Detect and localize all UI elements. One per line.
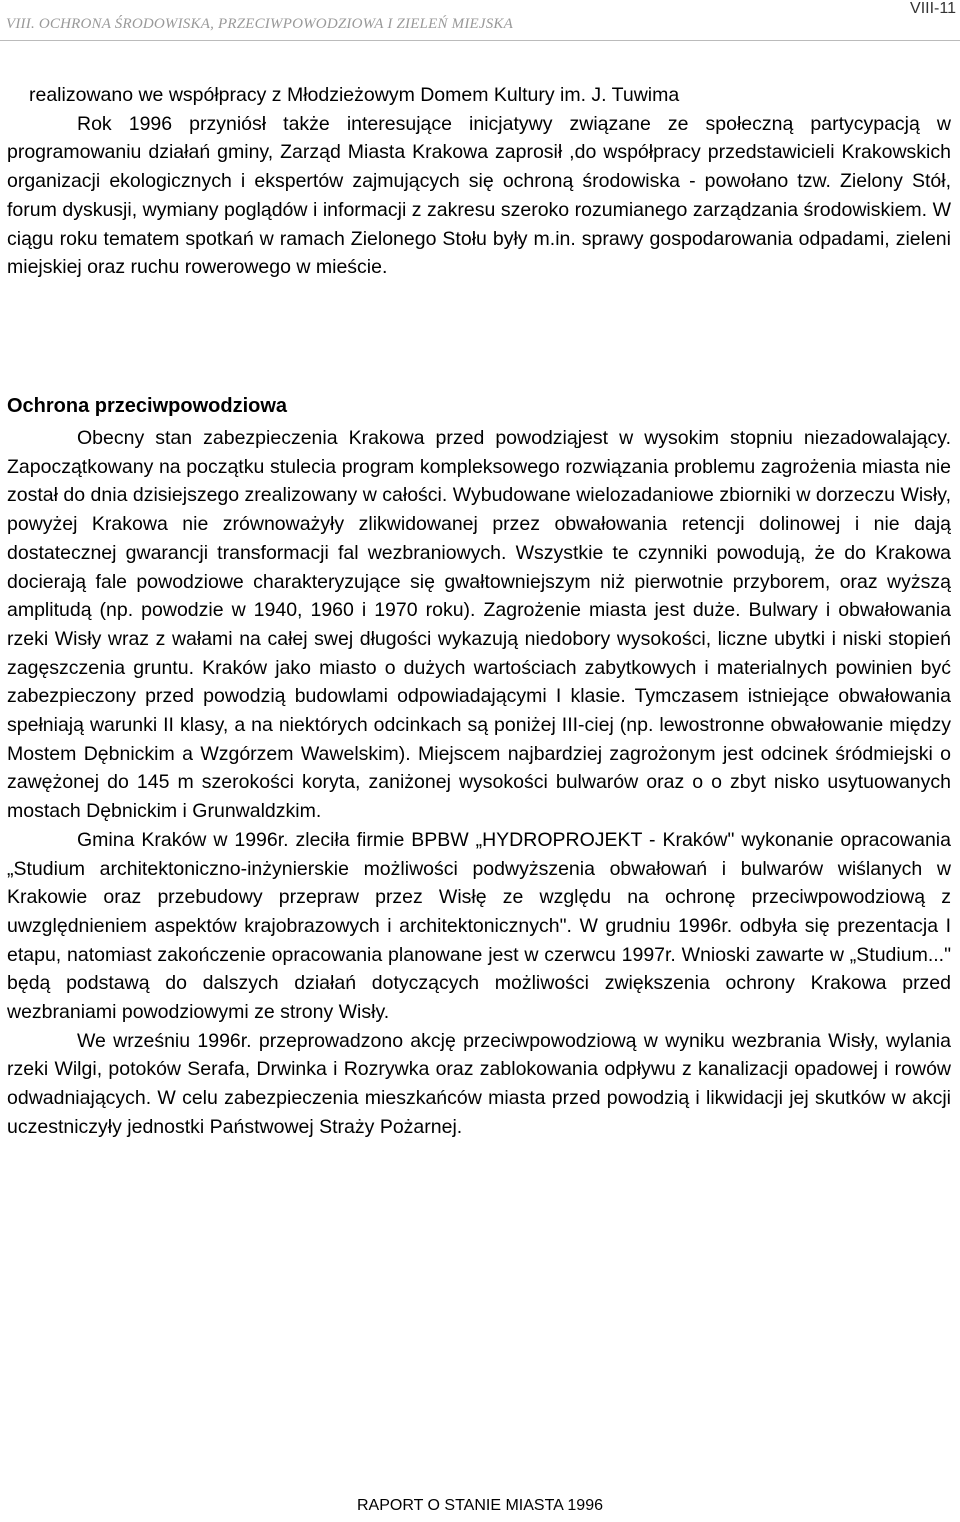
section-text-block [7, 424, 951, 1142]
paragraph-flood-protection-state: Obecny stan zabezpieczenia Krakowa przed powodziąjest w wysokim stopniu niezadowalający. Zapoczątkowany na początku stulecia program kompleksowego rozwiązania problemu zagrożenia miasta nie został do dnia dzisiejszego zrealizowany w całości. Wybudowane wielozadaniowe zbiorniki w dorzeczu Wisły, powyżej Krakowa nie zrównoważyły zlikwidowanej przez obwałowania retencji dolinowej i nie dają dostatecznej gwarancji transformacji fal wezbraniowych. Wszystkie te czynniki powodują, że do Krakowa docierają fale powodziowe charakteryzujące się gwałtowniejszym niż pierwotnie przyborem, oraz wyższą amplitudą (np. powodzie w 1940, 1960 i 1970 roku). Zagrożenie miasta jest duże. Bulwary i obwałowania rzeki Wisły wraz z wałami na całej swej długości wykazują niedobory wysokości, liczne ubytki i niski stopień zagęszczenia gruntu. Kraków jako miasto o dużych wartościach zabytkowych i materialnych powinien być zabezpieczony przed powodzią budowlami odpowiadającymi I klasie. Tymczasem istniejące obwałowania spełniają warunki II klasy, a na niektórych odcinkach są poniżej III-ciej (np. lewostronne obwałowanie między Mostem Dębnickim a Wzgórzem Wawelskim). Miejscem najbardziej zagrożonym jest odcinek śródmiejski o zawężonej do 145 m szerokości koryta, zaniżonej wysokości bulwarów oraz o o zbyt nisko usytuowanych mostach Dębnickim i Grunwaldzkim. [7, 427, 951, 823]
header-rule [0, 40, 960, 41]
running-footer [0, 1497, 960, 1515]
section-heading: Ochrona przeciwpowodziowa [7, 395, 288, 417]
paragraph-social-participation: Rok 1996 przyniósł także interesujące inicjatywy związane ze społeczną partycypacją w programowaniu działań gminy, Zarząd Miasta Krakowa zaprosił ,do współpracy przedstawicieli Krakowskich organizacji ekologicznych i ekspertów zajmujących się ochroną środowiska - powołano tzw. Zielony Stół, forum dyskusji, wymiany poglądów i informacji z zakresu szeroko rozumianego zarządzania środowiskiem. W ciągu roku tematem spotkań w ramach Zielonego Stołu były m.in. sprawy gospodarowania odpadami, zieleni miejskiej oraz ruchu rowerowego w mieście. [7, 112, 951, 279]
intro-text-block [7, 81, 951, 282]
page-number: VIII-11 [910, 0, 956, 17]
paragraph-flood-action: We wrześniu 1996r. przeprowadzono akcję przeciwpowodziową w wyniku wezbrania Wisły, wylania rzeki Wilgi, potoków Serafa, Drwinka i Rozrywka oraz zablokowania odpływu z kanalizacji opadowej i rowów odwadniających. W celu zabezpieczenia mieszkańców miasta przed powodzią i likwidacji jej skutków w akcji uczestniczyły jednostki Państwowej Straży Pożarnej. [7, 1029, 951, 1138]
continuation-line: realizowano we współpracy z Młodzieżowym Domem Kultury im. J. Tuwima [29, 84, 680, 106]
report-title: RAPORT O STANIE MIASTA 1996 [356, 1497, 603, 1514]
running-header: VIII. OCHRONA ŚRODOWISKA, PRZECIWPOWODZIOWA I ZIELEŃ MIEJSKA [6, 16, 513, 32]
paragraph-hydroprojekt-study: Gmina Kraków w 1996r. zleciła firmie BPBW „HYDROPROJEKT - Kraków" wykonanie opracowania „Studium architektoniczno-inżynierskie możliwości podwyższenia obwałowań i bulwarów wiślanych w Krakowie oraz przebudowy przepraw przez Wisłę ze względu na ochronę przeciwpowodziową z uwzględnieniem aspektów krajobrazowych i architektonicznych". W grudniu 1996r. odbyła się prezentacja I etapu, natomiast zakończenie opracowania planowane jest w czerwcu 1997r. Wnioski zawarte w „Studium..." będą podstawą do dalszych działań dotyczących możliwości zwiększenia ochrony Krakowa przed wezbraniami powodziowymi ze strony Wisły. [7, 828, 951, 1024]
